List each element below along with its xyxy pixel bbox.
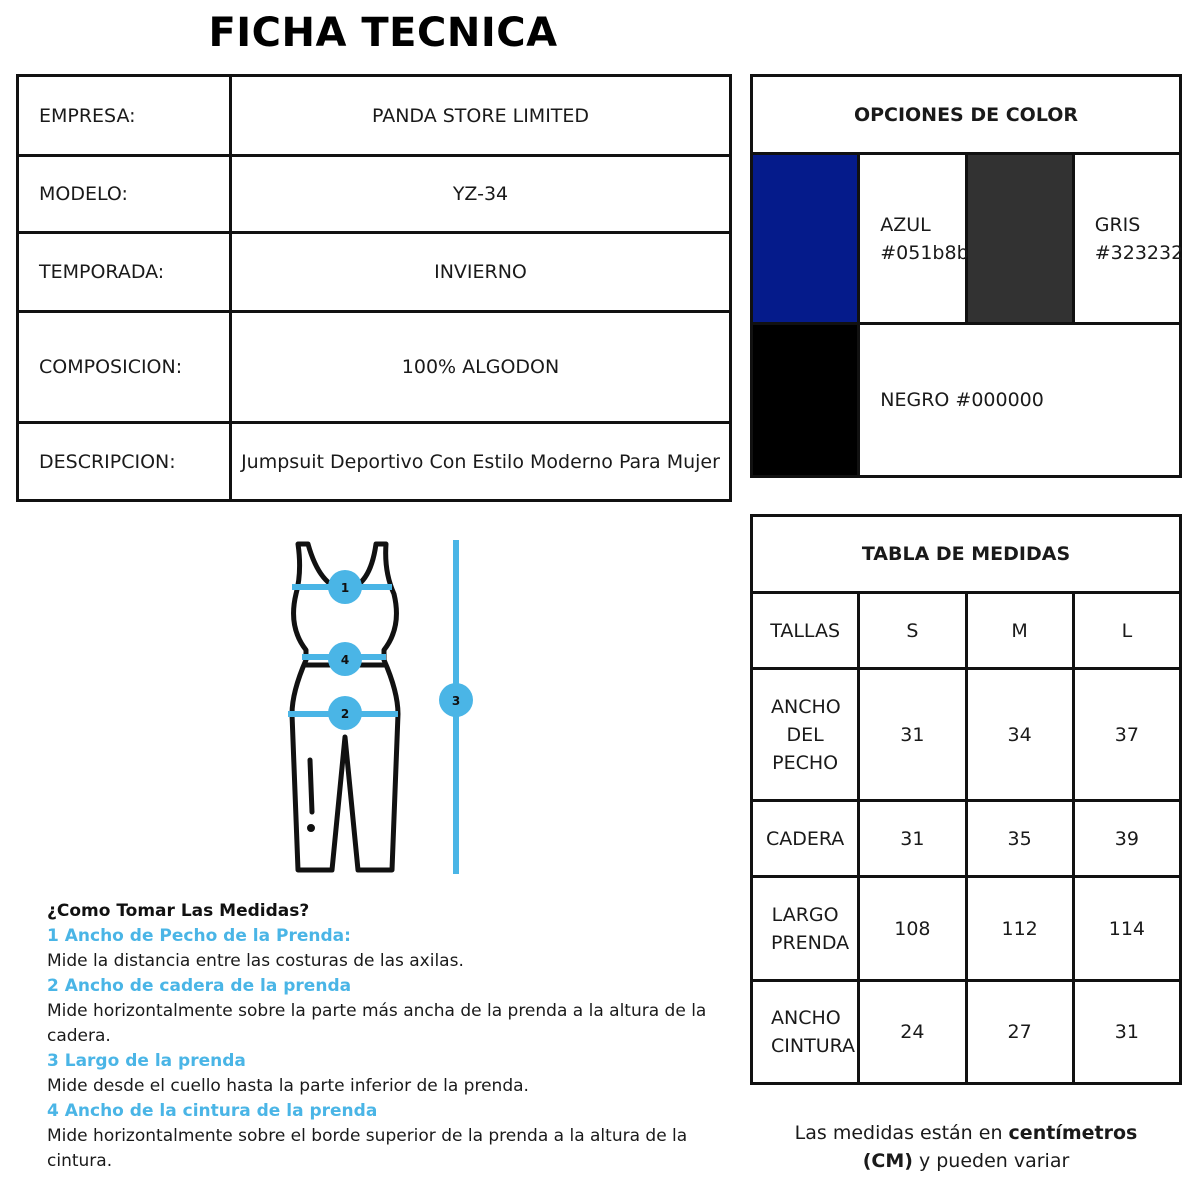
note-prefix: Las medidas están en xyxy=(794,1122,1009,1144)
units-note xyxy=(760,1119,1172,1175)
note-suffix: y pueden variar xyxy=(912,1150,1070,1172)
marker-1-label: 1 xyxy=(340,581,350,595)
size-value: 31 xyxy=(859,669,966,801)
marker-3-label: 3 xyxy=(451,694,461,708)
color-options-table xyxy=(750,74,1182,478)
spec-label: MODELO: xyxy=(18,156,231,233)
spec-value: 100% ALGODON xyxy=(231,312,731,423)
marker-4-label: 4 xyxy=(340,653,350,667)
note-bold-cm-abbr: (CM) xyxy=(862,1150,913,1172)
size-row xyxy=(752,981,1181,1084)
size-chart-header: TABLA DE MEDIDAS xyxy=(752,516,1181,593)
size-row xyxy=(752,877,1181,981)
size-value: 37 xyxy=(1073,669,1180,801)
measurement-instructions xyxy=(47,899,747,1174)
size-value: 108 xyxy=(859,877,966,981)
page-title: FICHA TECNICA xyxy=(208,10,558,56)
size-col-label: TALLAS xyxy=(752,593,859,669)
size-col-m: M xyxy=(966,593,1073,669)
spec-row-composicion xyxy=(18,312,731,423)
size-col-s: S xyxy=(859,593,966,669)
color-swatch-azul xyxy=(752,154,859,324)
color-label-negro: NEGRO #000000 xyxy=(859,324,1181,477)
spec-value: INVIERNO xyxy=(231,233,731,312)
spec-label: DESCRIPCION: xyxy=(18,423,231,501)
size-value: 31 xyxy=(1073,981,1180,1084)
spec-value: Jumpsuit Deportivo Con Estilo Moderno Para Mujer xyxy=(231,423,731,501)
jumpsuit-illustration xyxy=(270,532,490,882)
measure-lines xyxy=(288,540,456,874)
size-value: 35 xyxy=(966,801,1073,877)
size-row-label: ANCHO CINTURA xyxy=(752,981,859,1084)
step-2-text: Mide horizontalmente sobre la parte más ancha de la prenda a la altura de la cadera. xyxy=(47,1001,707,1046)
color-swatch-gris xyxy=(966,154,1073,324)
step-3-heading: 3 Largo de la prenda xyxy=(47,1051,246,1071)
step-3-text: Mide desde el cuello hasta la parte inferior de la prenda. xyxy=(47,1076,529,1096)
spec-value: YZ-34 xyxy=(231,156,731,233)
spec-table xyxy=(16,74,732,502)
marker-2-label: 2 xyxy=(340,707,350,721)
size-chart-table xyxy=(750,514,1182,1085)
size-value: 112 xyxy=(966,877,1073,981)
step-4-heading: 4 Ancho de la cintura de la prenda xyxy=(47,1101,378,1121)
size-value: 34 xyxy=(966,669,1073,801)
spec-label: EMPRESA: xyxy=(18,76,231,156)
color-swatch-negro xyxy=(752,324,859,477)
spec-row-modelo xyxy=(18,156,731,233)
spec-label: COMPOSICION: xyxy=(18,312,231,423)
size-row xyxy=(752,669,1181,801)
spec-row-empresa xyxy=(18,76,731,156)
size-row-label: LARGO PRENDA xyxy=(752,877,859,981)
spec-value: PANDA STORE LIMITED xyxy=(231,76,731,156)
size-value: 114 xyxy=(1073,877,1180,981)
step-4-text: Mide horizontalmente sobre el borde superior de la prenda a la altura de la cintura. xyxy=(47,1126,688,1171)
color-label-azul: AZUL #051b8b xyxy=(859,154,966,324)
note-bold-cm: centímetros xyxy=(1008,1122,1138,1144)
size-row xyxy=(752,801,1181,877)
spec-row-descripcion xyxy=(18,423,731,501)
size-col-l: L xyxy=(1073,593,1180,669)
step-1-heading: 1 Ancho de Pecho de la Prenda: xyxy=(47,926,351,946)
size-value: 39 xyxy=(1073,801,1180,877)
size-value: 27 xyxy=(966,981,1073,1084)
spec-label: TEMPORADA: xyxy=(18,233,231,312)
size-value: 31 xyxy=(859,801,966,877)
size-row-label: ANCHO DEL PECHO xyxy=(752,669,859,801)
color-label-gris: GRIS #323232 xyxy=(1073,154,1180,324)
step-2-heading: 2 Ancho de cadera de la prenda xyxy=(47,976,352,996)
color-options-header: OPCIONES DE COLOR xyxy=(752,76,1181,154)
size-value: 24 xyxy=(859,981,966,1084)
size-row-label: CADERA xyxy=(752,801,859,877)
instructions-question: ¿Como Tomar Las Medidas? xyxy=(47,901,310,921)
spec-row-temporada xyxy=(18,233,731,312)
step-1-text: Mide la distancia entre las costuras de las axilas. xyxy=(47,951,464,971)
